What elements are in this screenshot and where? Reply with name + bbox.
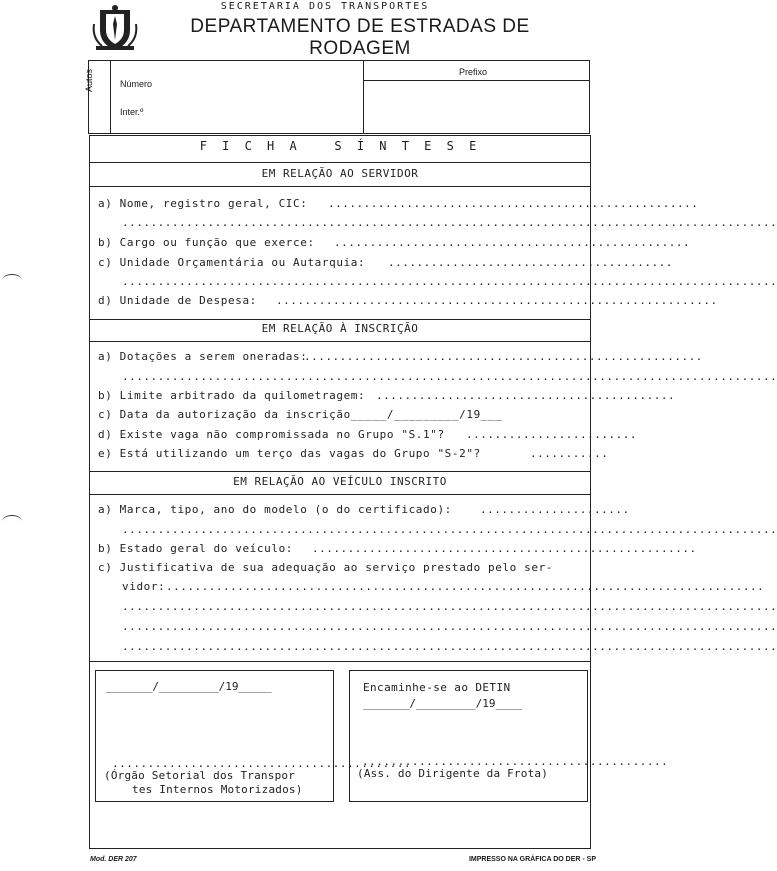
servidor-nome-dotted-line-2[interactable]: ............................................................................................: [122, 216, 777, 229]
orgao-setorial-line-2: tes Internos Motorizados): [132, 783, 303, 796]
servidor-unidade-dotted-line[interactable]: ........................................: [388, 256, 673, 269]
servidor-despesa-dotted-line[interactable]: ..............................................................: [276, 294, 718, 307]
veiculo-justificativa-dotted-line-2[interactable]: ............................................................................................: [122, 600, 777, 613]
orgao-signature-dotted-line[interactable]: ..........................................: [112, 757, 412, 770]
secretaria-heading: SECRETARIA DOS TRANSPORTES: [220, 1, 430, 12]
veiculo-justificativa-dotted-line-3[interactable]: ............................................................................................: [122, 620, 777, 633]
servidor-section-heading: EM RELAÇÃO AO SERVIDOR: [261, 167, 419, 180]
servidor-cargo-label: b) Cargo ou função que exerce:: [98, 236, 315, 249]
veiculo-section-heading: EM RELAÇÃO AO VEÍCULO INSCRITO: [233, 475, 447, 488]
veiculo-estado-label: b) Estado geral do veículo:: [98, 542, 294, 555]
servidor-nome-dotted-line[interactable]: ....................................................: [328, 197, 699, 210]
servidor-unidade-label: c) Unidade Orçamentária ou Autarquia:: [98, 256, 366, 269]
numero-label: Número: [120, 79, 153, 89]
servidor-nome-label: a) Nome, registro geral, CIC:: [98, 197, 308, 210]
veiculo-justificativa-dotted-line[interactable]: ....................................................................................: [166, 580, 765, 593]
inscricao-terco-dotted-line[interactable]: ...........: [530, 447, 609, 460]
servidor-cargo-dotted-line[interactable]: ..................................................: [334, 236, 691, 249]
veiculo-justificativa-label: c) Justificativa de sua adequação ao serviço prestado pelo ser-: [98, 561, 554, 574]
printer-credit: IMPRESSO NA GRÁFICA DO DER - SP: [468, 856, 596, 863]
servidor-unidade-dotted-line-2[interactable]: ............................................................................................: [122, 275, 777, 288]
inscricao-limite-label: b) Limite arbitrado da quilometragem:: [98, 389, 366, 402]
binder-hole-mark: [2, 274, 22, 287]
veiculo-estado-dotted-line[interactable]: ......................................................: [312, 542, 697, 555]
veiculo-justificativa-label-cont: vidor:: [122, 580, 166, 593]
inscricao-dotacoes-dotted-line-2[interactable]: ............................................................................................: [122, 370, 777, 383]
inscricao-vaga-dotted-line[interactable]: ........................: [466, 428, 637, 441]
binder-hole-mark: [2, 515, 22, 528]
dirigente-signature-dotted-line[interactable]: ...........................................: [362, 755, 669, 768]
inscricao-section-heading: EM RELAÇÃO À INSCRIÇÃO: [261, 322, 419, 335]
inscricao-dotacoes-dotted-line[interactable]: ........................................................: [304, 350, 703, 363]
inscricao-limite-dotted-line[interactable]: ..........................................: [376, 389, 676, 402]
orgao-setorial-line-1: (Órgão Setorial dos Transpor: [104, 769, 296, 782]
servidor-despesa-label: d) Unidade de Despesa:: [98, 294, 257, 307]
inscricao-data-label: c) Data da autorização da inscrição_____/_________/19___: [98, 408, 503, 421]
encaminhe-label: Encaminhe-se ao DETIN: [363, 681, 511, 694]
autos-label: Autos: [84, 68, 94, 92]
form-model-code: Mod. DER 207: [90, 856, 137, 863]
inscricao-terco-label: e) Está utilizando um terço das vagas do Grupo "S-2"?: [98, 447, 481, 460]
dirigente-label: (Ass. do Dirigente da Frota): [357, 767, 549, 780]
veiculo-marca-dotted-line[interactable]: .....................: [480, 503, 630, 516]
inter-label: Inter.º: [120, 107, 144, 117]
inscricao-dotacoes-label: a) Dotações a serem oneradas:: [98, 350, 308, 363]
encaminhe-date-field[interactable]: _______/_________/19____: [363, 697, 522, 710]
veiculo-marca-label: a) Marca, tipo, ano do modelo (o do certificado):: [98, 503, 452, 516]
prefixo-label: Prefixo: [459, 67, 488, 77]
coat-of-arms-emblem: [92, 4, 138, 52]
orgao-date-field[interactable]: _______/_________/19_____: [106, 680, 272, 693]
veiculo-justificativa-dotted-line-4[interactable]: ............................................................................................: [122, 640, 777, 653]
autos-box: [88, 60, 590, 134]
veiculo-marca-dotted-line-2[interactable]: ............................................................................................: [122, 523, 777, 536]
inscricao-vaga-label: d) Existe vaga não compromissada no Grupo "S.1"?: [98, 428, 445, 441]
ficha-sintese-title: F I C H A S Í N T E S E: [199, 139, 481, 153]
departamento-heading: DEPARTAMENTO DE ESTRADAS DE RODAGEM: [190, 16, 530, 59]
